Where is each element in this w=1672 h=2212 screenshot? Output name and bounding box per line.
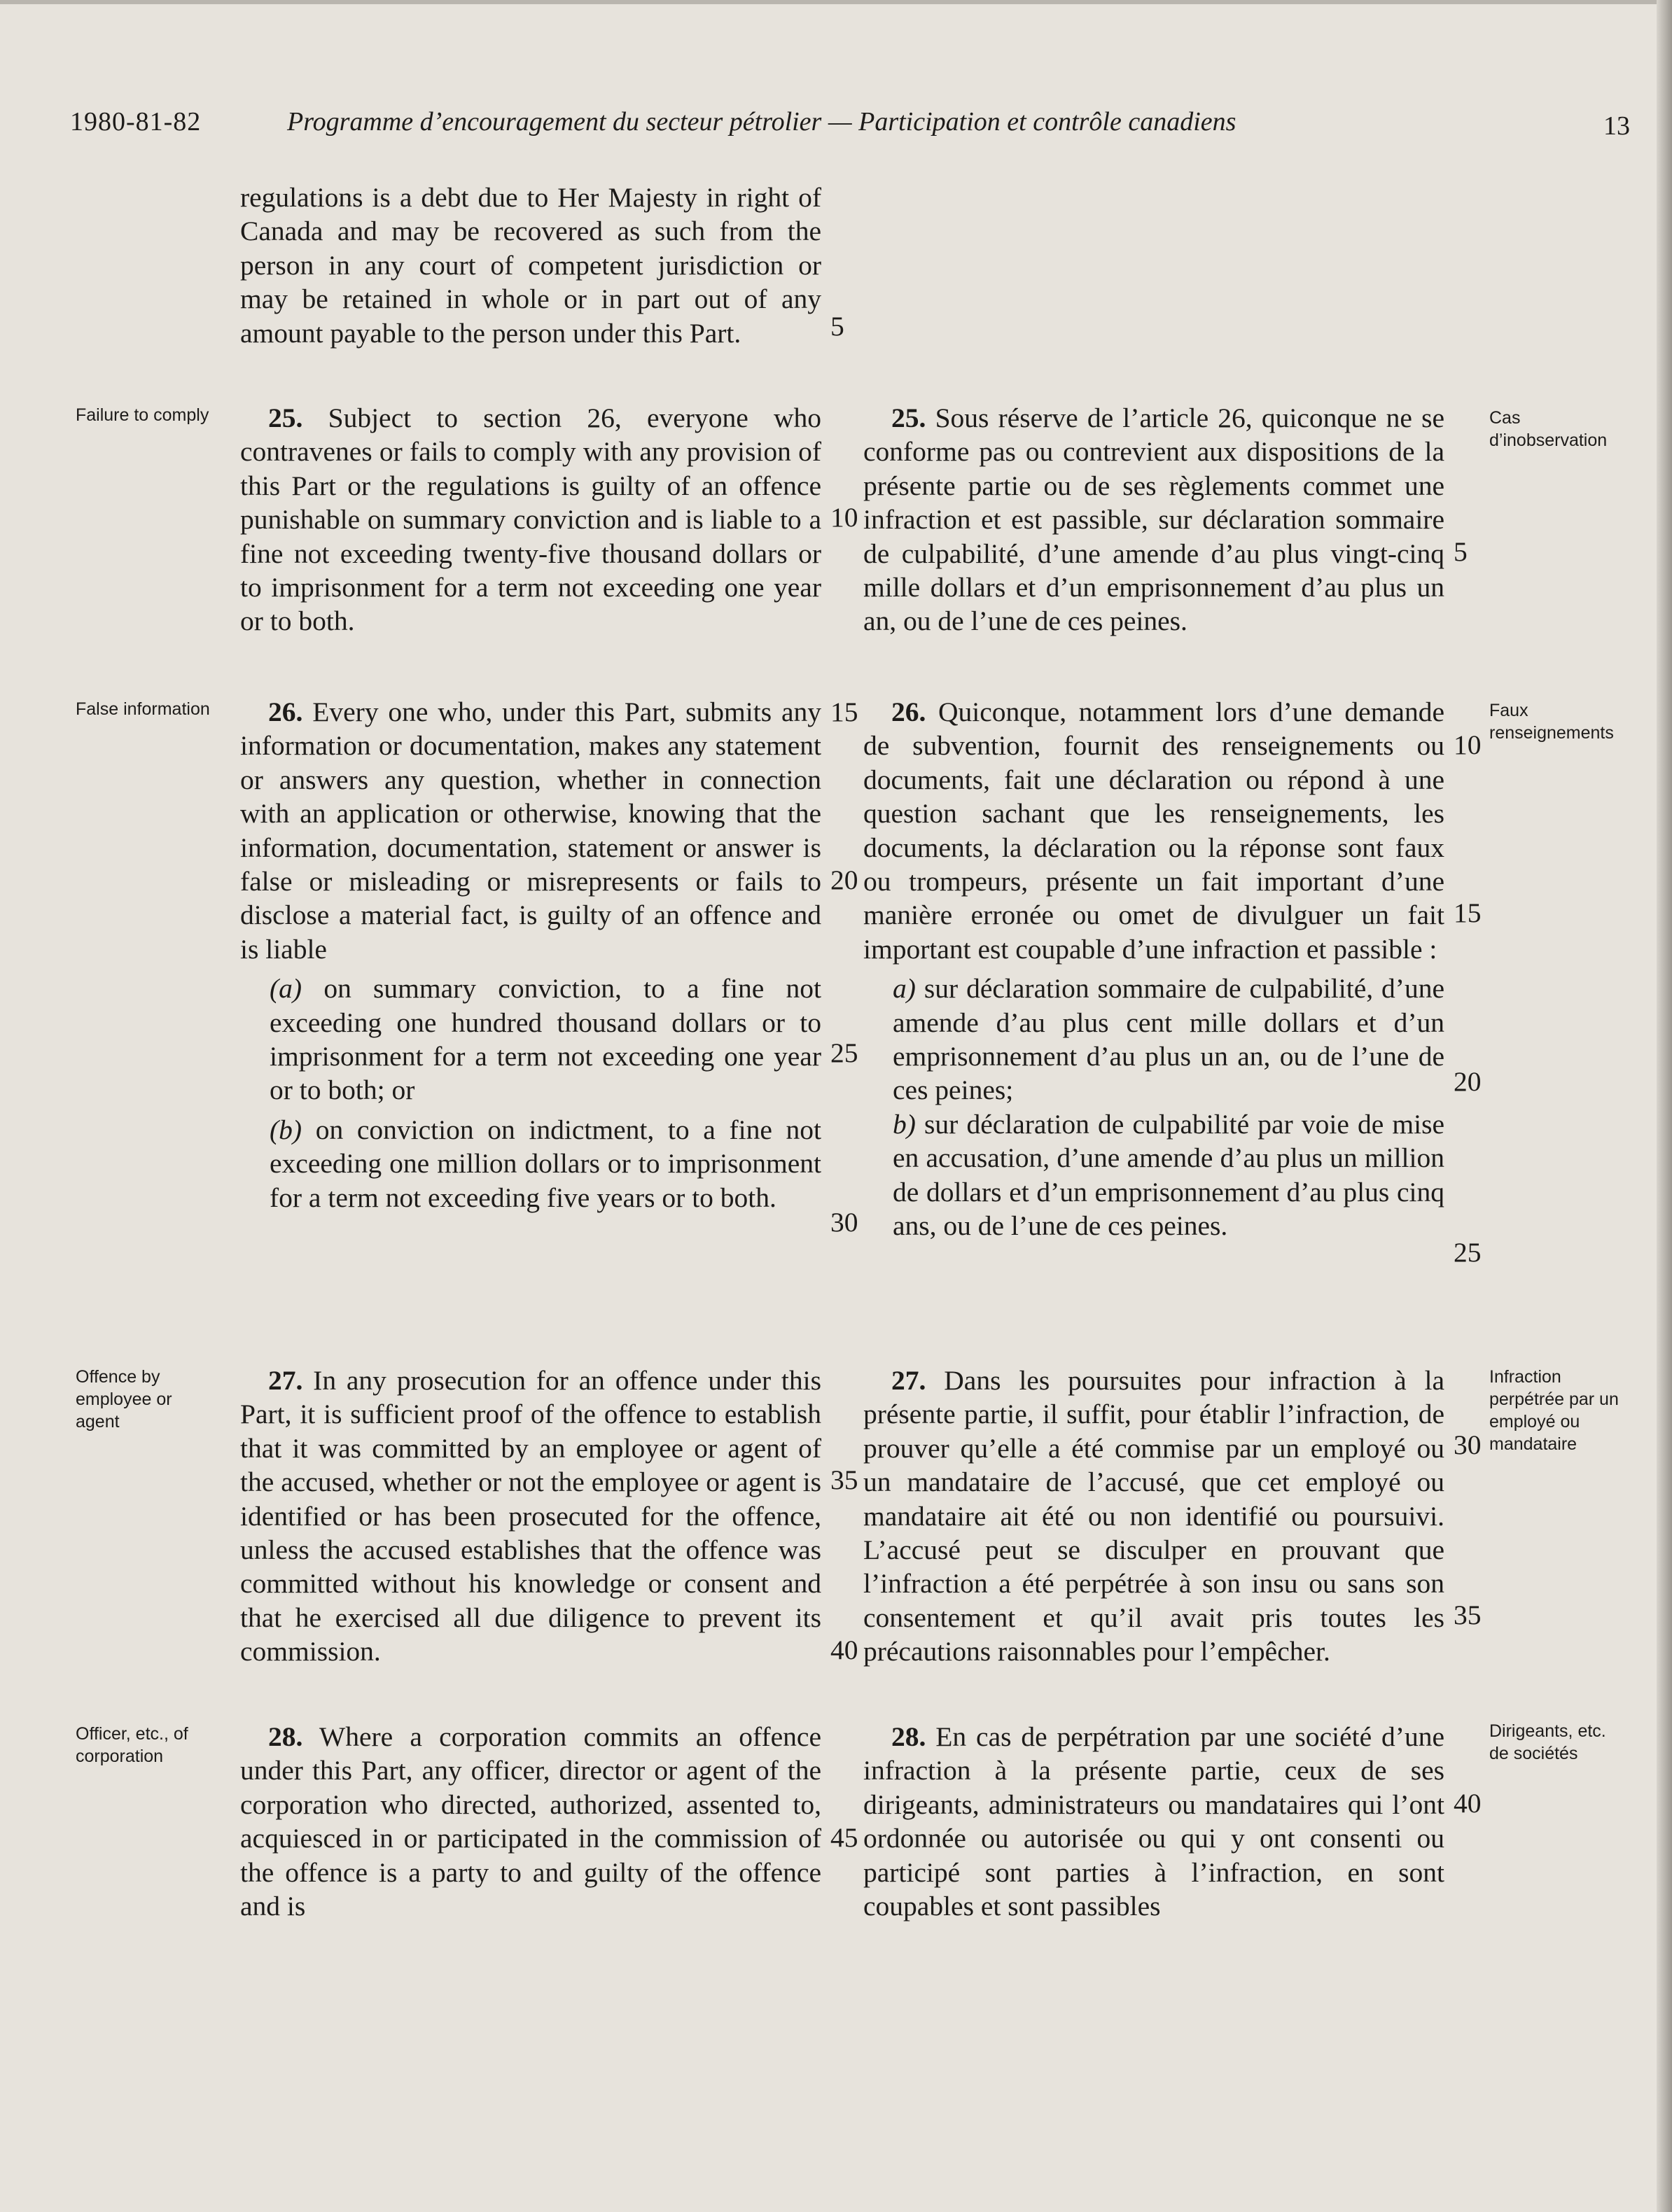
- marginal-note-false-information: False information: [76, 699, 210, 719]
- en-s28-number: 28.: [268, 1721, 303, 1752]
- marginal-note-infraction-employe: Infraction perpétrée par un employé ou mandataire: [1489, 1367, 1619, 1454]
- line-number: 30: [830, 1207, 858, 1238]
- fr-section-26: [863, 695, 1444, 1243]
- line-number: 15: [1454, 897, 1482, 928]
- en-s26-para-b: (b) on conviction on indictment, to a fine not exceeding one million dollars or to imprisonment for a term not exceeding five years or to both.: [270, 1114, 821, 1213]
- fr-s26-para-a: a) sur déclaration sommaire de culpabilité, d’une amende d’au plus cent mille dollars et d’un emprisonnement d’au plus un an, ou de l’une de ces peines;: [893, 973, 1444, 1106]
- fr-s26-number: 26.: [891, 696, 926, 727]
- en-s26-para-a: (a) on summary conviction, to a fine not exceeding one hundred thousand dollars or to imprisonment for a term not exceeding one year or to both; or: [270, 973, 822, 1106]
- en-section-25: [240, 401, 821, 638]
- en-section-26: [240, 695, 821, 1214]
- line-number: 5: [1454, 536, 1468, 567]
- line-number: 40: [830, 1634, 858, 1665]
- fr-s25-text: Sous réserve de l’article 26, quiconque ne se conforme pas ou contrevient aux dispositions de la présente partie ou de ses règlements commet une infraction et est passible, sur déclaration sommaire de culpabilité, d’une amende d’au plus vingt-cinq mille dollars et d’un emprisonnement d’au plus un an, ou de l’une de ces peines.: [863, 402, 1444, 637]
- en-s28-text: Where a corporation commits an offence under this Part, any officer, director or agent of the corporation who directed, authorized, assented to, acquiesced in or participated in the commission of the offence is a party to and guilty of the offence and is: [240, 1721, 821, 1922]
- fr-s28-text: En cas de perpétration par une société d’une infraction à la présente partie, ceux de ses dirigeants, administrateurs ou mandataires qui l’ont ordonnée ou autorisée ou qui y ont consenti ou participé sont parties à l’infraction, en sont coupables et sont passibles: [863, 1721, 1444, 1922]
- line-number: 15: [830, 696, 858, 727]
- fr-section-25: [863, 401, 1444, 638]
- fr-section-27: [863, 1364, 1444, 1669]
- en-s27-number: 27.: [268, 1365, 303, 1396]
- fr-s27-text: Dans les poursuites pour infraction à la présente partie, il suffit, pour établir l’infraction, de prouver qu’elle a été commise par un employé ou un mandataire de l’accusé, que cet employé ou mandataire ait été ou non identifié ou poursuivi. L’accusé peut se disculper en prouvant que l’infraction a été perpétrée à son insu ou sans son consentement et qu’il avait pris toutes les précautions raisonnables pour l’empêcher.: [863, 1365, 1444, 1667]
- fr-s26-para-b: b) sur déclaration de culpabilité par voie de mise en accusation, d’une amende d’au plus un million de dollars et d’un emprisonnement d’au plus cinq ans, ou de l’une de ces peines.: [893, 1108, 1445, 1242]
- marginal-note-faux-renseignements: Faux renseignements: [1489, 701, 1614, 743]
- marginal-note-offence-by-employee: Offence by employee or agent: [76, 1367, 172, 1432]
- en-continuation: [240, 181, 821, 350]
- line-number: 35: [830, 1464, 858, 1495]
- marginal-note-failure-to-comply: Failure to comply: [76, 405, 209, 425]
- en-s27-text: In any prosecution for an offence under this Part, it is sufficient proof of the offence to establish that it was committed by an employee or agent of the accused, whether or not the employee or agent is identified or has been prosecuted for the offence, unless the accused establishes that the offence was committed without his knowledge or consent and that he exercised all due diligence to prevent its commission.: [240, 1365, 821, 1667]
- en-s25-text: Subject to section 26, everyone who contravenes or fails to comply with any provision of this Part or the regulations is guilty of an offence punishable on summary conviction and is liable to a fine not exceeding twenty-five thousand dollars or to imprisonment for a term not exceeding one year or to both.: [240, 402, 821, 637]
- page-top-edge: [0, 0, 1672, 4]
- fr-s26-text: Quiconque, notamment lors d’une demande de subvention, fournit des renseignements ou documents, fait une déclaration ou répond à une question sachant que les renseignements, les documents, la déclaration ou la réponse sont faux ou trompeurs, présente un fait important d’une manière erronée ou omet de divulguer un fait important est coupable d’une infraction et passible :: [863, 696, 1444, 965]
- line-number: 10: [830, 502, 858, 533]
- line-number: 30: [1454, 1429, 1482, 1460]
- marginal-note-cas-inobservation: Cas d’inobservation: [1489, 408, 1608, 450]
- en-s26-number: 26.: [268, 696, 303, 727]
- marginal-note-officer-of-corporation: Officer, etc., of corporation: [76, 1724, 188, 1766]
- fr-s27-number: 27.: [891, 1365, 926, 1396]
- marginal-note-dirigeants: Dirigeants, etc. de sociétés: [1489, 1721, 1606, 1763]
- line-number: 20: [830, 864, 858, 895]
- fr-s25-number: 25.: [891, 402, 926, 433]
- page-number: 13: [1603, 111, 1630, 141]
- line-number: 45: [830, 1822, 858, 1853]
- line-number: 10: [1454, 729, 1482, 760]
- line-number: 25: [830, 1037, 858, 1068]
- line-number: 40: [1454, 1788, 1482, 1819]
- en-continuation-text: regulations is a debt due to Her Majesty in right of Canada and may be recovered as such from the person in any court of competent jurisdiction or may be retained in whole or in part out of any amount payable to the person under this Part.: [240, 182, 821, 349]
- line-number: 25: [1454, 1237, 1482, 1268]
- en-section-28: [240, 1720, 821, 1923]
- fr-section-28: [863, 1720, 1444, 1923]
- running-header: [0, 106, 1672, 148]
- page-right-edge: [1657, 0, 1672, 2212]
- en-s26-text: Every one who, under this Part, submits any information or documentation, makes any statement or answers any question, whether in connection with an application or otherwise, knowing that the information, documentation, statement or answer is false or misleading or misrepresents or fails to disclose a material fact, is guilty of an offence and is liable: [240, 696, 821, 965]
- line-number: 5: [830, 311, 844, 342]
- running-year: 1980-81-82: [70, 107, 202, 136]
- running-title: Programme d’encouragement du secteur pétrolier — Participation et contrôle canadiens: [287, 107, 1236, 136]
- en-s25-number: 25.: [268, 402, 303, 433]
- en-section-27: [240, 1364, 821, 1669]
- line-number: 35: [1454, 1600, 1482, 1630]
- line-number: 20: [1454, 1066, 1482, 1097]
- fr-s28-number: 28.: [891, 1721, 926, 1752]
